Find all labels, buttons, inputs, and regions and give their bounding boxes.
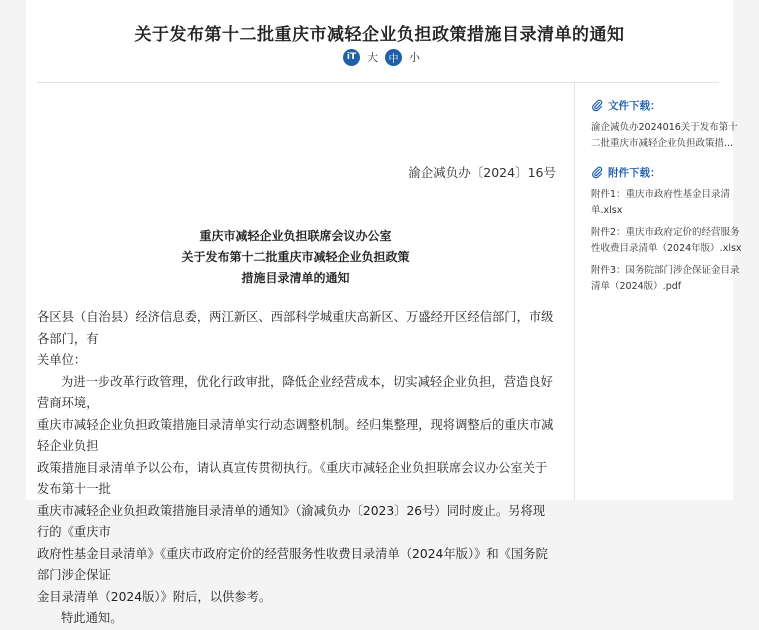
addressee-line: 关单位： <box>37 353 87 367</box>
link-line: 性收费目录清单（2024年版）.xlsx <box>591 243 742 254</box>
heading-line: 措施目录清单的通知 <box>241 271 350 285</box>
file-download-link[interactable] <box>591 120 738 152</box>
link-line: 清单（2024版）.pdf <box>591 281 682 292</box>
link-line: 附件3：国务院部门涉企保证金目录 <box>591 265 740 276</box>
link-line: 附件2：重庆市政府定价的经营服务 <box>591 227 740 238</box>
font-small-button[interactable]: 小 <box>409 51 420 64</box>
body-line: 重庆市减轻企业负担政策措施目录清单实行动态调整机制。经归集整理，现将调整后的重庆市减轻企业负担 <box>37 417 554 453</box>
heading-line: 重庆市减轻企业负担联席会议办公室 <box>199 229 392 243</box>
body-line: 重庆市减轻企业负担政策措施目录清单的通知》（渝减负办〔2023〕26号）同时废止。另将现行的《重庆市 <box>37 503 546 539</box>
body-line: 金目录清单（2024版）》附后，以供参考。 <box>37 589 272 604</box>
attachment-link-3[interactable] <box>591 263 740 295</box>
document-heading <box>37 226 554 289</box>
link-line: 渝企减负办2024016关于发布第十 <box>591 122 738 133</box>
link-line: 附件1：重庆市政府性基金目录清 <box>591 189 731 200</box>
document-body <box>37 307 554 630</box>
font-size-controls <box>343 48 422 66</box>
attachments-heading <box>591 163 726 181</box>
paperclip-icon <box>591 99 603 111</box>
attachment-link-2[interactable] <box>591 225 742 257</box>
sidebar-divider <box>574 83 575 500</box>
font-size-icon: iT <box>343 49 360 66</box>
addressee-line: 各区县（自治县）经济信息委，两江新区、西部科学城重庆高新区、万盛经开区经信部门，市级各部门，有 <box>37 310 554 346</box>
link-line: 单.xlsx <box>591 205 623 216</box>
file-download-heading <box>591 96 726 114</box>
font-large-button[interactable]: 大 <box>367 51 378 64</box>
body-line: 政策措施目录清单予以公布，请认真宣传贯彻执行。《重庆市减轻企业负担联席会议办公室关于发布第十一批 <box>37 460 548 496</box>
heading-line: 关于发布第十二批重庆市减轻企业负担政策 <box>181 250 410 264</box>
attachment-link-1[interactable] <box>591 187 731 219</box>
font-medium-button[interactable]: 中 <box>385 49 402 66</box>
body-line: 为进一步改革行政管理，优化行政审批，降低企业经营成本，切实减轻企业负担，营造良好营商环境， <box>37 374 553 410</box>
file-download-label: 文件下载： <box>608 99 661 112</box>
closing-line: 特此通知。 <box>61 611 123 625</box>
body-line: 政府性基金目录清单》《重庆市政府定价的经营服务性收费目录清单（2024年版）》和《国务院部门涉企保证 <box>37 546 548 582</box>
sidebar <box>591 96 742 295</box>
link-line: 二批重庆市减轻企业负担政策措... <box>591 138 734 149</box>
page-title: 关于发布第十二批重庆市减轻企业负担政策措施目录清单的通知 <box>134 25 625 46</box>
attachments-label: 附件下载： <box>608 166 661 179</box>
document-number: 渝企减负办〔2024〕16号 <box>408 165 556 180</box>
paperclip-icon <box>591 166 603 178</box>
header-divider <box>37 82 719 83</box>
